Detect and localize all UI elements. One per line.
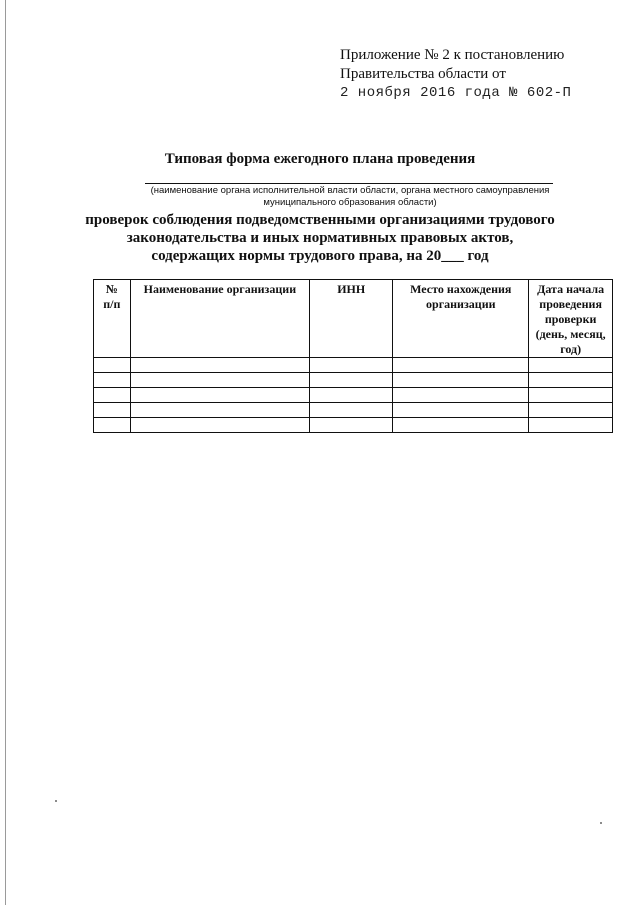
appendix-line-2: Правительства области от bbox=[340, 66, 506, 82]
table-cell bbox=[310, 358, 393, 373]
table-cell bbox=[130, 403, 309, 418]
table-cell bbox=[310, 373, 393, 388]
table-cell bbox=[529, 403, 613, 418]
scan-speck bbox=[55, 800, 57, 802]
table-cell bbox=[310, 388, 393, 403]
inspection-plan-table bbox=[93, 279, 613, 433]
table-cell bbox=[94, 373, 131, 388]
header-organization-name bbox=[130, 280, 309, 358]
header-number-line-1: № bbox=[105, 282, 118, 296]
appendix-line-1: Приложение № 2 к постановлению bbox=[340, 47, 565, 63]
table-cell bbox=[94, 418, 131, 433]
table-cell bbox=[94, 403, 131, 418]
subtitle-line-3: содержащих нормы трудового права, на 20___ год bbox=[151, 248, 489, 264]
table-cell bbox=[130, 388, 309, 403]
authority-caption bbox=[120, 185, 580, 209]
form-subtitle bbox=[0, 211, 640, 265]
subtitle-line-1: проверок соблюдения подведомственными организациями трудового bbox=[85, 212, 555, 228]
table-cell bbox=[393, 403, 529, 418]
subtitle-line-2: законодательства и иных нормативных правовых актов, bbox=[126, 230, 514, 246]
appendix-note bbox=[340, 46, 571, 103]
table-row bbox=[94, 388, 613, 403]
header-start-date-line-5: год) bbox=[560, 342, 582, 356]
header-inn bbox=[310, 280, 393, 358]
header-start-date-line-2: проведения bbox=[539, 297, 602, 311]
table-cell bbox=[393, 388, 529, 403]
table-row bbox=[94, 358, 613, 373]
header-start-date-line-4: (день, месяц, bbox=[535, 327, 606, 341]
scan-speck bbox=[600, 822, 602, 824]
caption-line-1: (наименование органа исполнительной власти области, органа местного самоуправления bbox=[150, 185, 550, 196]
table-cell bbox=[393, 373, 529, 388]
table-cell bbox=[130, 418, 309, 433]
table-cell bbox=[529, 418, 613, 433]
table-cell bbox=[393, 358, 529, 373]
header-location-line-1: Место нахождения bbox=[410, 282, 512, 296]
header-start-date bbox=[529, 280, 613, 358]
form-title: Типовая форма ежегодного плана проведения bbox=[164, 151, 476, 167]
table-cell bbox=[94, 358, 131, 373]
table-cell bbox=[393, 418, 529, 433]
header-number-line-2: п/п bbox=[103, 297, 121, 311]
table-cell bbox=[94, 388, 131, 403]
table-cell bbox=[130, 373, 309, 388]
table-cell bbox=[529, 373, 613, 388]
header-location bbox=[393, 280, 529, 358]
header-location-line-2: организации bbox=[426, 297, 496, 311]
table-body bbox=[94, 358, 613, 433]
table-row bbox=[94, 373, 613, 388]
header-inn-text: ИНН bbox=[337, 282, 366, 296]
table-cell bbox=[310, 418, 393, 433]
table-cell bbox=[310, 403, 393, 418]
page-edge bbox=[5, 0, 6, 905]
authority-blank-line bbox=[145, 183, 553, 184]
caption-line-2: муниципального образования области) bbox=[263, 197, 437, 208]
table-cell bbox=[529, 358, 613, 373]
table-header-row bbox=[94, 280, 613, 358]
table-row bbox=[94, 403, 613, 418]
header-start-date-line-1: Дата начала bbox=[537, 282, 605, 296]
table-row bbox=[94, 418, 613, 433]
table-cell bbox=[529, 388, 613, 403]
header-start-date-line-3: проверки bbox=[544, 312, 597, 326]
table-cell bbox=[130, 358, 309, 373]
appendix-date-stamp: 2 ноября 2016 года № 602-П bbox=[340, 85, 572, 101]
header-number bbox=[94, 280, 131, 358]
header-organization-name-text: Наименование организации bbox=[143, 282, 297, 296]
